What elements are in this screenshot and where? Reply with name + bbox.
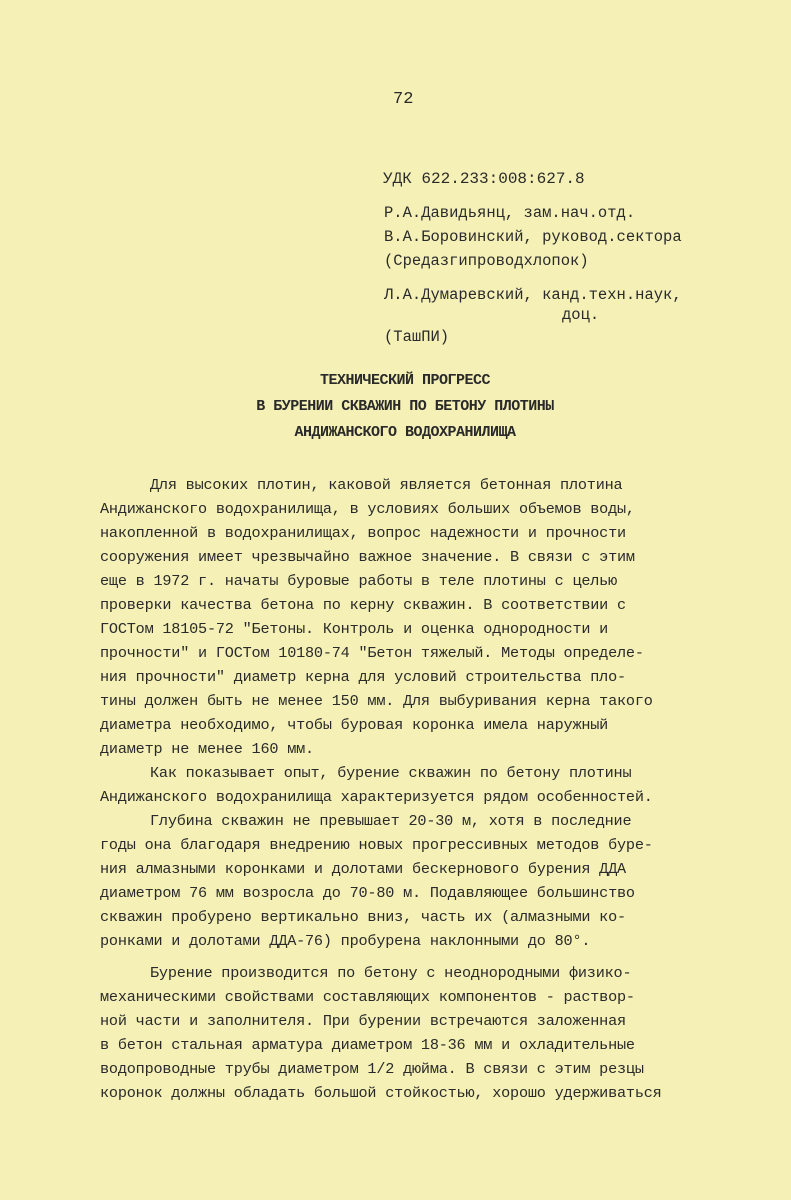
- body-line-26: коронок должны обладать большой стойкостью, хорошо удерживаться: [100, 1084, 662, 1102]
- author-org-2: (ТашПИ): [384, 328, 450, 346]
- author-2: В.А.Боровинский, руковод.сектора: [384, 228, 682, 246]
- body-line-3: накопленной в водохранилищах, вопрос надежности и прочности: [100, 524, 626, 542]
- body-line-13: Как показывает опыт, бурение скважин по бетону плотины: [150, 764, 632, 782]
- body-line-12: диаметр не менее 160 мм.: [100, 740, 314, 758]
- body-line-22: механическими свойствами составляющих компонентов - раствор-: [100, 988, 635, 1006]
- body-line-25: водопроводные трубы диаметром 1/2 дюйма. В связи с этим резцы: [100, 1060, 644, 1078]
- body-line-14: Андижанского водохранилища характеризуется рядом особенностей.: [100, 788, 653, 806]
- body-line-21: Бурение производится по бетону с неоднородными физико-: [150, 964, 632, 982]
- author-3-title: доц.: [562, 306, 600, 324]
- body-line-10: тины должен быть не менее 150 мм. Для выбуривания керна такого: [100, 692, 653, 710]
- body-line-24: в бетон стальная арматура диаметром 18-36 мм и охладительные: [100, 1036, 635, 1054]
- title-line-1: ТЕХНИЧЕСКИЙ ПРОГРЕСС: [319, 372, 491, 389]
- body-line-7: ГОСТом 18105-72 "Бетоны. Контроль и оценка однородности и: [100, 620, 609, 638]
- body-line-20: ронками и долотами ДДА-76) пробурена наклонными до 80°.: [100, 932, 591, 950]
- page-number: 72: [393, 90, 414, 109]
- body-line-8: прочности" и ГОСТом 10180-74 "Бетон тяжелый. Методы определе-: [100, 644, 644, 662]
- body-line-15: Глубина скважин не превышает 20-30 м, хотя в последние: [150, 812, 632, 830]
- author-1: Р.А.Давидьянц, зам.нач.отд.: [384, 204, 636, 222]
- body-line-11: диаметра необходимо, чтобы буровая коронка имела наружный: [100, 716, 609, 734]
- body-line-16: годы она благодаря внедрению новых прогрессивных методов буре-: [100, 836, 653, 854]
- body-line-19: скважин пробурено вертикально вниз, часть их (алмазными ко-: [100, 908, 626, 926]
- body-line-18: диаметром 76 мм возросла до 70-80 м. Подавляющее большинство: [100, 884, 635, 902]
- body-line-17: ния алмазными коронками и долотами бескернового бурения ДДА: [100, 860, 626, 878]
- body-line-2: Андижанского водохранилища, в условиях больших объемов воды,: [100, 500, 635, 518]
- udc-code: УДК 622.233:008:627.8: [383, 170, 585, 188]
- body-line-9: ния прочности" диаметр керна для условий строительства пло-: [100, 668, 626, 686]
- body-line-6: проверки качества бетона по керну скважин. В соответствии с: [100, 596, 626, 614]
- body-line-4: сооружения имеет чрезвычайно важное значение. В связи с этим: [100, 548, 635, 566]
- author-3: Л.А.Думаревский, канд.техн.наук,: [384, 286, 682, 304]
- author-org-1: (Средазгипроводхлопок): [384, 252, 589, 270]
- title-line-3: АНДИЖАНСКОГО ВОДОХРАНИЛИЩА: [294, 424, 516, 441]
- body-line-1: Для высоких плотин, каковой является бетонная плотина: [150, 476, 623, 494]
- title-line-2: В БУРЕНИИ СКВАЖИН ПО БЕТОНУ ПЛОТИНЫ: [256, 398, 554, 415]
- body-line-23: ной части и заполнителя. При бурении встречаются заложенная: [100, 1012, 626, 1030]
- body-line-5: еще в 1972 г. начаты буровые работы в теле плотины с целью: [100, 572, 618, 590]
